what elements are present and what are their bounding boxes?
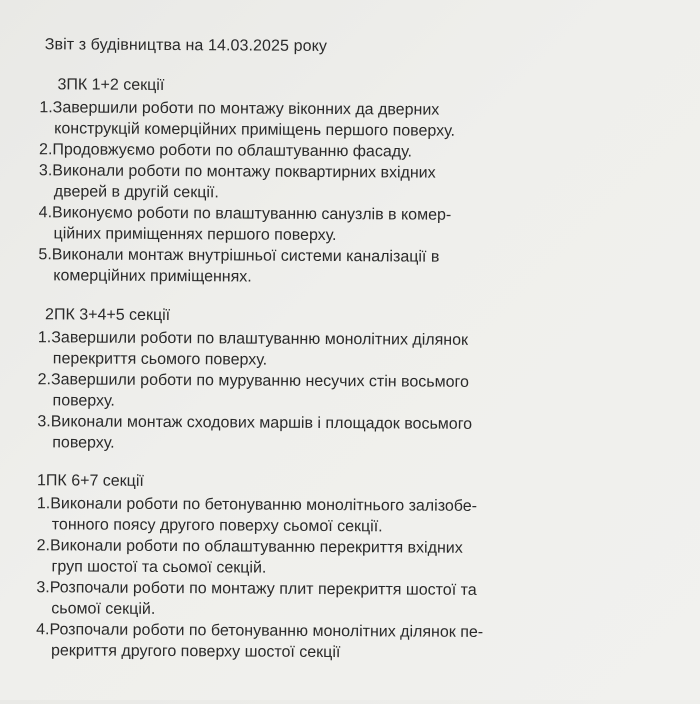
list-item — [36, 535, 462, 580]
item-text-continued: ційних приміщеннях першого поверху. — [53, 225, 337, 245]
item-number: 2. — [36, 537, 51, 555]
item-text-continued: груп шостої та сьомої секцій. — [51, 558, 267, 577]
item-text-continued: поверху. — [52, 392, 115, 410]
item-text: Розпочали роботи по бетонуванню монолітних ділянок пе- — [49, 621, 484, 641]
list-item — [37, 493, 477, 538]
item-text: Виконали роботи по облаштуванню перекриття вхідних — [49, 537, 463, 557]
item-number: 2. — [39, 141, 53, 159]
item-text-continued: сьомої секцій. — [51, 600, 156, 618]
item-text: Виконали роботи по бетонуванню монолітнього залізобе- — [50, 495, 478, 515]
report-title: Звіт з будівництва на 14.03.2025 року — [44, 36, 328, 55]
item-text: Розпочали роботи по монтажу плит перекриття шостої та — [49, 579, 477, 599]
list-item — [36, 577, 477, 622]
item-number: 3. — [38, 162, 53, 180]
item-number: 3. — [37, 413, 51, 431]
item-number: 4. — [38, 204, 53, 222]
item-number: 2. — [37, 371, 52, 389]
item-number: 1. — [37, 329, 52, 347]
item-text-continued: тонного поясу другого поверху сьомої секції. — [51, 516, 383, 536]
item-text: Продовжуємо роботи по облаштуванню фасаду. — [52, 141, 412, 161]
item-text: Завершили роботи по муруванню несучих стін восьмого — [50, 371, 469, 391]
item-text-continued: рекриття другого поверху шостої секції — [50, 642, 341, 662]
section-heading-2pk: 2ПК 3+4+5 секції — [45, 306, 171, 325]
item-text: Виконали монтаж сходових маршів і площадок восьмого — [50, 413, 473, 433]
section-heading-3pk: 3ПК 1+2 секції — [57, 76, 165, 95]
item-number: 4. — [36, 621, 50, 639]
item-text: Виконали роботи по монтажу поквартирних вхідних — [52, 162, 436, 182]
item-text-continued: дверей в другій секції. — [53, 183, 219, 202]
item-text: Завершили роботи по монтажу віконних да дверних — [52, 99, 440, 119]
item-number: 1. — [39, 99, 53, 117]
item-number: 5. — [38, 246, 52, 264]
item-text-continued: поверху. — [52, 434, 115, 452]
section-heading-1pk: 1ПК 6+7 секції — [37, 472, 144, 490]
item-text: Завершили роботи по влаштуванню монолітних ділянок — [51, 329, 469, 349]
item-text-continued: комерційних приміщеннях. — [53, 267, 252, 286]
item-number: 3. — [36, 579, 50, 597]
list-item — [38, 327, 468, 372]
item-text: Виконали монтаж внутрішньої системи каналізації в — [51, 246, 440, 266]
list-item — [36, 619, 483, 664]
list-item — [39, 97, 455, 142]
list-item — [38, 244, 439, 288]
item-text-continued: перекриття сьомого поверху. — [52, 350, 268, 369]
list-item — [39, 202, 452, 247]
list-item — [37, 369, 468, 414]
list-item — [39, 139, 412, 162]
item-number: 1. — [36, 495, 51, 513]
item-text-continued: конструкцій комерційних приміщень першого поверху. — [54, 120, 455, 140]
list-item — [37, 411, 472, 456]
list-item — [39, 160, 436, 204]
item-text: Виконуємо роботи по влаштуванню санузлів в комер- — [51, 204, 452, 224]
